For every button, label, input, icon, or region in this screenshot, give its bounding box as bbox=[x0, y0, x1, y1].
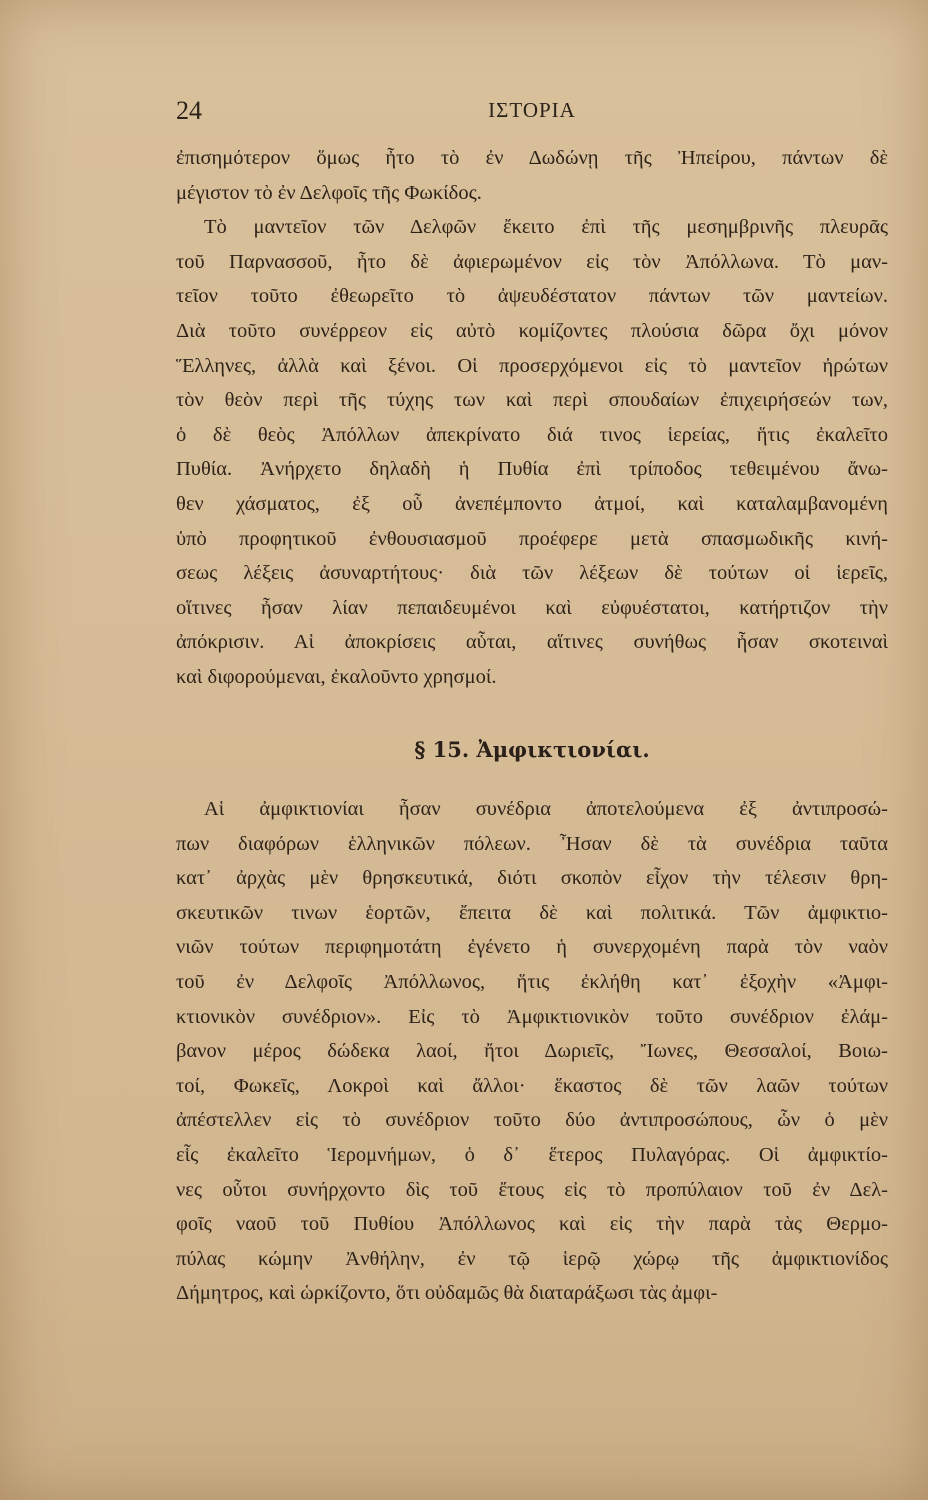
section-heading: § 15. Ἀμφικτιονίαι. bbox=[414, 737, 650, 762]
text-line: τοῦ ἐν Δελφοῖς Ἀπόλλωνος, ἥτις ἐκλήθη κατ᾽ ἐξοχὴν «Ἀμφι- bbox=[176, 970, 888, 993]
page-number: 24 bbox=[176, 96, 202, 125]
text-line: μέγιστον τὸ ἐν Δελφοῖς τῆς Φωκίδος. bbox=[176, 181, 482, 204]
text-line: σεως λέξεις ἀσυναρτήτους· διὰ τῶν λέξεων δὲ τούτων οἱ ἱερεῖς, bbox=[176, 562, 888, 585]
text-line: οἵτινες ἦσαν λίαν πεπαιδευμένοι καὶ εὐφυέστατοι, κατήρτιζον τὴν bbox=[176, 596, 888, 619]
body-text-bottom bbox=[176, 792, 888, 1311]
text-line: Τὸ μαντεῖον τῶν Δελφῶν ἔκειτο ἐπὶ τῆς μεσημβρινῆς πλευρᾶς bbox=[204, 216, 888, 239]
text-line: ὁ δὲ θεὸς Ἀπόλλων ἀπεκρίνατο διά τινος ἱερείας, ἥτις ἐκαλεῖτο bbox=[176, 423, 888, 446]
text-line: Δήμητρος, καὶ ὡρκίζοντο, ὅτι οὐδαμῶς θὰ διαταράξωσι τὰς ἀμφι- bbox=[176, 1282, 718, 1305]
running-title: ΙΣΤΟΡΙΑ bbox=[488, 98, 576, 122]
text-line: καὶ διφορούμεναι, ἐκαλοῦντο χρησμοί. bbox=[176, 665, 497, 688]
body-text-top bbox=[176, 141, 888, 695]
page-header bbox=[176, 96, 888, 126]
text-line: πων διαφόρων ἑλληνικῶν πόλεων. Ἦσαν δὲ τὰ συνέδρια ταῦτα bbox=[176, 832, 888, 855]
text-line: τοί, Φωκεῖς, Λοκροὶ καὶ ἄλλοι· ἕκαστος δὲ τῶν λαῶν τούτων bbox=[176, 1074, 888, 1097]
text-line: κατ᾽ ἀρχὰς μὲν θρησκευτικά, διότι σκοπὸν εἶχον τὴν τέλεσιν θρη- bbox=[176, 867, 888, 890]
text-line: τὸν θεὸν περὶ τῆς τύχης των καὶ περὶ σπουδαίων ἐπιχειρήσεών των, bbox=[176, 389, 888, 412]
text-line: Διὰ τοῦτο συνέρρεον εἰς αὐτὸ κομίζοντες πλούσια δῶρα ὄχι μόνον bbox=[176, 319, 888, 342]
text-line: κτιονικὸν συνέδριον». Εἰς τὸ Ἀμφικτιονικὸν τοῦτο συνέδριον ἐλάμ- bbox=[176, 1005, 888, 1028]
text-line: ἀπέστελλεν εἰς τὸ συνέδριον τοῦτο δύο ἀντιπροσώπους, ὧν ὁ μὲν bbox=[176, 1109, 888, 1132]
text-line: σκευτικῶν τινων ἑορτῶν, ἔπειτα δὲ καὶ πολιτικά. Τῶν ἀμφικτιο- bbox=[176, 901, 888, 924]
text-line: ὑπὸ προφητικοῦ ἐνθουσιασμοῦ προέφερε μετὰ σπασμωδικῆς κινή- bbox=[176, 527, 888, 550]
text-line: νες οὗτοι συνήρχοντο δὶς τοῦ ἔτους εἰς τὸ προπύλαιον τοῦ ἐν Δελ- bbox=[176, 1178, 888, 1201]
text-line: τεῖον τοῦτο ἐθεωρεῖτο τὸ ἀψευδέστατον πάντων τῶν μαντείων. bbox=[176, 285, 888, 308]
text-line: βανον μέρος δώδεκα λαοί, ἤτοι Δωριεῖς, Ἴωνες, Θεσσαλοί, Βοιω- bbox=[176, 1040, 888, 1063]
text-line: Ἕλληνες, ἀλλὰ καὶ ξένοι. Οἱ προσερχόμενοι εἰς τὸ μαντεῖον ἠρώτων bbox=[176, 354, 888, 377]
text-line: τοῦ Παρνασσοῦ, ἦτο δὲ ἀφιερωμένον εἰς τὸν Ἀπόλλωνα. Τὸ μαν- bbox=[176, 250, 888, 273]
text-line: νιῶν τούτων περιφημοτάτη ἐγένετο ἡ συνερχομένη παρὰ τὸν ναὸν bbox=[176, 936, 888, 959]
text-line: εἷς ἐκαλεῖτο Ἱερομνήμων, ὁ δ᾽ ἕτερος Πυλαγόρας. Οἱ ἀμφικτίο- bbox=[176, 1143, 888, 1166]
text-line: θεν χάσματος, ἐξ οὗ ἀνεπέμποντο ἀτμοί, καὶ καταλαμβανομένη bbox=[176, 492, 888, 515]
text-line: Πυθία. Ἀνήρχετο δηλαδὴ ἡ Πυθία ἐπὶ τρίποδος τεθειμένου ἄνω- bbox=[176, 458, 888, 481]
text-line: ἀπόκρισιν. Αἱ ἀποκρίσεις αὗται, αἵτινες συνήθως ἦσαν σκοτειναὶ bbox=[176, 631, 888, 654]
text-line: ἐπισημότερον ὅμως ἦτο τὸ ἐν Δωδώνῃ τῆς Ἠπείρου, πάντων δὲ bbox=[176, 147, 888, 169]
text-line: Αἱ ἀμφικτιονίαι ἦσαν συνέδρια ἀποτελούμενα ἐξ ἀντιπροσώ- bbox=[204, 798, 888, 820]
text-line: πύλας κώμην Ἀνθήλην, ἐν τῷ ἱερῷ χώρῳ τῆς ἀμφικτιονίδος bbox=[176, 1247, 888, 1270]
text-line: φοῖς ναοῦ τοῦ Πυθίου Ἀπόλλωνος καὶ εἰς τὴν παρὰ τὰς Θερμο- bbox=[176, 1213, 888, 1236]
